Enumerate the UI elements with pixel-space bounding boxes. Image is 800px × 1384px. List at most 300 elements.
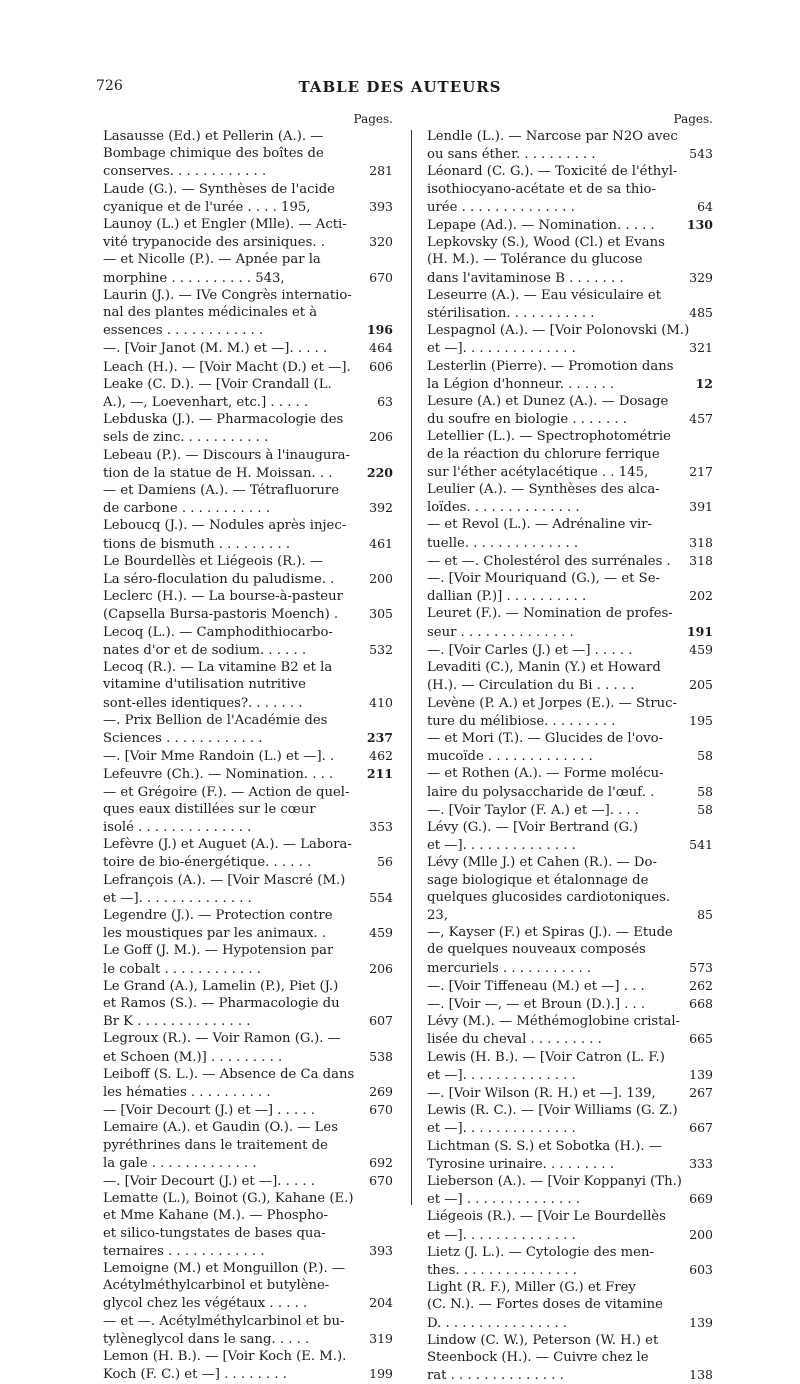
entry-line [427,446,713,463]
entry-text: Lesure (A.) et Dunez (A.). — Dosage [427,394,669,410]
page-reference: 464 [369,340,393,356]
index-entry [427,1084,713,1102]
entry-line [103,251,393,268]
pages-column-label: Pages. [353,112,393,126]
entry-line [103,162,393,180]
entry-line [427,1349,713,1366]
entry-text: Tyrosine urinaire. . . . . . . . . [427,1156,614,1172]
entry-line [427,924,713,941]
page-reference: 393 [369,1242,393,1258]
entry-line [103,747,393,765]
entry-line [103,393,393,411]
entry-text: Leseurre (A.). — Eau vésiculaire et [427,287,661,303]
entry-text: laire du polysaccharide de l'œuf. . [427,784,655,800]
entry-text: Leake (C. D.). — [Voir Crandall (L. [103,376,332,392]
entry-text: ture du mélibiose. . . . . . . . . [427,713,616,729]
entry-line [427,1332,713,1349]
page-reference: 200 [689,1226,713,1242]
entry-text: —. [Voir Taylor (F. A.) et —]. . . . [427,802,640,818]
entry-text: Léonard (C. G.). — Toxicité de l'éthyl- [427,164,678,180]
entry-text: toire de bio-énergétique. . . . . . [103,855,312,871]
entry-text: Light (R. F.), Miller (G.) et Frey [427,1280,636,1296]
entry-text: —. [Voir Mouriquand (G.), — et Se- [427,571,660,587]
entry-line [103,676,393,693]
index-entry [103,836,393,871]
entry-text: Lefrançois (A.). — [Voir Mascré (M.) [103,872,346,888]
entry-line [103,995,393,1012]
entry-text: La séro-floculation du paludisme. . [103,572,335,588]
index-entry [427,234,713,287]
index-entry [427,358,713,393]
index-entry [427,552,713,570]
entry-line [427,1366,713,1384]
entry-line [427,641,713,659]
entry-list-right [427,128,713,1384]
entry-line [103,588,393,605]
page-reference: 459 [689,641,713,657]
entry-text: Lieberson (A.). — [Voir Koppanyi (Th.) [427,1173,682,1189]
index-column-right [427,110,713,1384]
pages-column-label: Pages. [673,112,713,126]
entry-text: tions de bismuth . . . . . . . . . [103,536,291,552]
entry-text: et —]. . . . . . . . . . . . . . [427,1121,576,1137]
entry-text: Lecoq (R.). — La vitamine B2 et la [103,660,333,676]
index-entry [427,695,713,730]
index-entry [427,641,713,659]
entry-text: mucoïde . . . . . . . . . . . . . [427,749,593,765]
entry-text: —. [Voir Wilson (R. H.) et —]. 139, [427,1085,656,1101]
index-entry [427,1049,713,1084]
entry-line [103,942,393,959]
entry-line [427,1084,713,1102]
entry-text: Br K . . . . . . . . . . . . . . [103,1014,251,1030]
entry-line [103,872,393,889]
entry-text: Lefèvre (J.) et Auguet (A.). — Labora- [103,837,352,853]
page-reference: 665 [689,1031,713,1047]
page-reference: 58 [697,783,713,799]
entry-line [427,410,713,428]
page-reference: 217 [689,463,713,479]
entry-text: Le Bourdellès et Liégeois (R.). — [103,553,324,569]
entry-text: sur l'éther acétylacétique . . 145, [427,464,649,480]
page-reference: 130 [686,217,713,233]
entry-text: quelques glucosides cardiotoniques. [427,889,671,905]
entry-text: Lespagnol (A.). — [Voir Polonovski (M.) [427,323,690,339]
entry-text: — et Nicolle (P.). — Apnée par la [103,252,321,268]
entry-line [427,1173,713,1190]
entry-text: et —]. . . . . . . . . . . . . . [427,341,576,357]
entry-line [427,854,713,871]
entry-list-left [103,128,393,1383]
page-reference: 211 [366,766,393,782]
index-entry [427,1173,713,1208]
page-reference: 410 [369,694,393,710]
page-reference: 538 [369,1048,393,1064]
index-entry [427,570,713,605]
index-entry [103,1260,393,1313]
entry-line [427,819,713,836]
index-column-left [103,110,393,1383]
page-reference: 393 [369,198,393,214]
page-number: 726 [96,78,123,94]
entry-line [103,287,393,304]
entry-line [427,872,713,889]
entry-text: Liégeois (R.). — [Voir Le Bourdellès [427,1209,666,1225]
entry-text: Lepape (Ad.). — Nomination. . . . . [427,218,655,234]
index-entry [427,481,713,516]
entry-line [103,482,393,499]
index-entry [103,181,393,216]
entry-line [427,358,713,375]
entry-text: ternaires . . . . . . . . . . . . [103,1243,265,1259]
index-entry [427,1208,713,1243]
entry-line [427,941,713,958]
entry-text: — [Voir Decourt (J.) et —] . . . . . [103,1103,315,1119]
index-entry [427,819,713,854]
entry-line [103,729,393,747]
entry-line [427,393,713,410]
entry-line [103,517,393,534]
entry-line [427,145,713,163]
page-reference: 318 [689,534,713,550]
entry-line [427,339,713,357]
index-entry [427,854,713,924]
entry-text: sont-elles identiques?. . . . . . . [103,695,303,711]
entry-text: lisée du cheval . . . . . . . . . [427,1032,602,1048]
entry-text: Lévy (Mlle J.) et Cahen (R.). — Do- [427,855,657,871]
entry-text: thes. . . . . . . . . . . . . . . [427,1263,577,1278]
index-entry [103,1313,393,1348]
page-reference: 199 [369,1366,393,1382]
entry-line [427,1226,713,1244]
entry-text: — et Revol (L.). — Adrénaline vir- [427,517,652,533]
page-reference: 318 [689,552,713,568]
entry-text: Lewis (H. B.). — [Voir Catron (L. F.) [427,1049,665,1065]
entry-text: Leclerc (H.). — La bourse-à-pasteur [103,589,343,605]
page-reference: 320 [369,234,393,250]
entry-line [427,695,713,712]
entry-text: Lemoigne (M.) et Monguillon (P.). — [103,1261,346,1276]
entry-line [427,1155,713,1173]
entry-line [427,428,713,445]
index-entry [427,1013,713,1048]
entry-line [427,1208,713,1225]
entry-text: pyréthrines dans le traitement de [103,1137,328,1153]
index-entry [427,995,713,1013]
page-header [0,78,800,102]
entry-line [103,659,393,676]
entry-text: Lewis (R. C.). — [Voir Williams (G. Z.) [427,1103,678,1119]
entry-line [427,322,713,339]
entry-text: ques eaux distillées sur le cœur [103,801,316,817]
index-entry [103,1172,393,1190]
entry-text: Lebeau (P.). — Discours à l'inaugura- [103,447,350,463]
entry-line [103,1083,393,1101]
page-reference: 191 [686,623,713,639]
page-reference: 58 [697,801,713,817]
page-reference: 321 [689,340,713,356]
entry-text: Lévy (G.). — [Voir Bertrand (G.) [427,819,639,835]
index-entry [103,251,393,286]
index-entry [427,730,713,765]
entry-text: (H. M.). — Tolérance du glucose [427,252,643,268]
entry-text: —. [Voir Mme Randoin (L.) et —]. . [103,749,335,765]
index-entry [103,1190,393,1260]
entry-line [427,216,713,234]
entry-text: — et Grégoire (F.). — Action de quel- [103,784,350,800]
entry-line [427,375,713,393]
entry-line [103,1190,393,1207]
index-entry [103,128,393,181]
page-reference: 139 [689,1066,713,1082]
entry-line [427,977,713,995]
entry-text: morphine . . . . . . . . . . 543, [103,270,285,286]
entry-line [103,801,393,818]
page-reference: 12 [695,375,713,391]
entry-line [103,712,393,729]
entry-text: vitamine d'utilisation nutritive [103,677,306,693]
entry-line [427,269,713,287]
index-entry [103,747,393,765]
index-entry [103,376,393,411]
page-reference: 543 [689,146,713,162]
entry-line [427,1314,713,1332]
entry-line [427,623,713,641]
page-reference: 204 [369,1295,393,1311]
entry-line [103,1137,393,1154]
page-reference: 267 [689,1084,713,1100]
index-entry [103,1066,393,1101]
page-reference: 206 [369,429,393,445]
index-entry [103,447,393,482]
entry-line [427,570,713,587]
entry-line [427,1296,713,1313]
page-reference: 670 [369,1172,393,1188]
entry-line [103,464,393,482]
index-entry [103,1030,393,1065]
entry-line [103,447,393,464]
entry-line [427,801,713,819]
page-reference: 532 [369,641,393,657]
index-entry [103,216,393,251]
entry-text: Leboucq (J.). — Nodules après injec- [103,518,347,534]
entry-line [103,1030,393,1047]
entry-text: Laurin (J.). — IVe Congrès internatio- [103,287,352,303]
entry-line [427,676,713,694]
entry-line [427,959,713,977]
index-entry [427,765,713,800]
entry-line [103,1066,393,1083]
entry-line [427,1261,713,1279]
entry-line [103,181,393,198]
entry-text: nal des plantes médicinales et à [103,305,318,321]
index-entry [427,393,713,428]
entry-text: — et —. Cholestérol des surrénales . [427,553,671,569]
entry-text: Lévy (M.). — Méthémoglobine cristal- [427,1014,681,1030]
page-reference: 205 [689,677,713,693]
entry-line [427,712,713,730]
page-reference: 138 [689,1367,713,1383]
entry-line [427,304,713,322]
index-entry [103,907,393,942]
entry-text: seur . . . . . . . . . . . . . . [427,624,574,640]
entry-text: Sciences . . . . . . . . . . . . [103,730,263,746]
entry-text: le cobalt . . . . . . . . . . . . [103,961,261,977]
entry-line [103,960,393,978]
entry-text: les moustiques par les animaux. . [103,926,327,942]
entry-text: — et —. Acétylméthylcarbinol et bu- [103,1313,345,1329]
entry-text: Bombage chimique des boîtes de [103,146,324,162]
index-entry [103,588,393,623]
entry-line [103,553,393,570]
index-entry [103,517,393,552]
entry-text: —. Prix Bellion de l'Académie des [103,712,328,728]
page-reference: 58 [697,748,713,764]
entry-text: tuelle. . . . . . . . . . . . . . [427,535,579,551]
entry-text: —. [Voir Decourt (J.) et —]. . . . . [103,1173,315,1189]
entry-text: Launoy (L.) et Engler (Mlle). — Acti- [103,217,347,233]
entry-text: — et Rothen (A.). — Forme molécu- [427,766,664,782]
entry-text: 23, [427,907,448,923]
entry-line [103,1260,393,1277]
entry-text: loïdes. . . . . . . . . . . . . . [427,500,580,516]
entry-text: dallian (P.)] . . . . . . . . . . [427,589,587,605]
entry-line [103,1330,393,1348]
index-entry [103,978,393,1031]
entry-line [103,1348,393,1365]
page-reference: 573 [689,959,713,975]
entry-line [427,1102,713,1119]
entry-text: dans l'avitaminose B . . . . . . . [427,270,624,286]
page-reference: 461 [369,535,393,551]
entry-text: Lesterlin (Pierre). — Promotion dans [427,358,674,374]
entry-text: les hématies . . . . . . . . . . [103,1084,271,1100]
entry-line [103,376,393,393]
entry-text: Lematte (L.), Boinot (G.), Kahane (E.) [103,1191,354,1207]
entry-text: Lendle (L.). — Narcose par N2O avec [427,129,678,144]
entry-line [103,216,393,233]
entry-line [103,1313,393,1330]
entry-text: Acétylméthylcarbinol et butylène- [103,1278,330,1294]
entry-text: (Capsella Bursa-pastoris Moench) . [103,607,339,623]
entry-line [427,747,713,765]
entry-line [427,534,713,552]
entry-line [103,1172,393,1190]
page-reference: 319 [369,1330,393,1346]
index-entry [427,1332,713,1384]
entry-line [103,1154,393,1172]
entry-line [427,1244,713,1261]
entry-line [427,181,713,198]
entry-text: Lasausse (Ed.) et Pellerin (A.). — [103,129,324,144]
entry-text: la Légion d'honneur. . . . . . . [427,376,615,392]
entry-line [103,570,393,588]
entry-text: —, Kayser (F.) et Spiras (J.). — Etude [427,925,673,941]
entry-line [103,889,393,907]
entry-line [103,411,393,428]
index-entry [103,659,393,712]
index-entry [427,1138,713,1173]
entry-text: tion de la statue de H. Moissan. . . [103,465,333,481]
entry-line [103,1225,393,1242]
entry-line [427,730,713,747]
entry-line [103,1242,393,1260]
index-entry [427,1244,713,1279]
index-entry [103,553,393,588]
index-entry [427,605,713,640]
entry-text: (H.). — Circulation du Bi . . . . . [427,678,635,694]
index-entry [427,428,713,481]
entry-text: Lemaire (A.). et Gaudin (O.). — Les [103,1120,338,1136]
entry-text: D. . . . . . . . . . . . . . . . [427,1315,568,1331]
entry-text: Leiboff (S. L.). — Absence de Ca dans [103,1066,355,1082]
entry-line [103,907,393,924]
entry-text: Lebduska (J.). — Pharmacologie des [103,412,344,428]
entry-line [103,1119,393,1136]
index-entry [427,322,713,357]
page-reference: 692 [369,1154,393,1170]
entry-line [427,605,713,622]
entry-line [103,694,393,712]
index-entry [427,1102,713,1137]
entry-text: Lefeuvre (Ch.). — Nomination. . . . [103,767,334,783]
entry-text: Lecoq (L.). — Camphodithiocarbo- [103,624,333,640]
entry-line [103,765,393,783]
entry-line [103,321,393,339]
entry-text: Levaditi (C.), Manin (Y.) et Howard [427,660,661,676]
entry-text: et Mme Kahane (M.). — Phospho- [103,1208,329,1224]
page-reference: 669 [689,1191,713,1207]
entry-line [103,198,393,216]
entry-line [427,234,713,251]
entry-line [427,552,713,570]
page-reference: 305 [369,606,393,622]
entry-line [427,783,713,801]
entry-text: Leulier (A.). — Synthèses des alca- [427,482,660,498]
entry-line [103,145,393,162]
entry-line [427,498,713,516]
entry-line [103,233,393,251]
entry-line [427,516,713,533]
entry-text: — et Mori (T.). — Glucides de l'ovo- [427,730,664,746]
entry-text: du soufre en biologie . . . . . . . [427,412,627,428]
index-entry [103,942,393,977]
entry-text: Laude (G.). — Synthèses de l'acide [103,181,335,197]
index-entry [103,1348,393,1383]
entry-text: —. [Voir Janot (M. M.) et —]. . . . . [103,341,328,357]
index-entry [427,977,713,995]
entry-line [103,836,393,853]
entry-text: Le Grand (A.), Lamelin (P.), Piet (J.) [103,978,339,994]
entry-line [427,1138,713,1155]
entry-text: vité trypanocide des arsiniques. . [103,235,325,251]
entry-text: conserves. . . . . . . . . . . . [103,164,267,180]
page-reference: 139 [689,1314,713,1330]
entry-text: et silico-tungstates de bases qua- [103,1225,326,1241]
entry-text: — et Damiens (A.). — Tétrafluorure [103,483,340,499]
page-reference: 392 [369,500,393,516]
entry-text: isothiocyano-acétate et de sa thio- [427,181,656,197]
index-entry [427,801,713,819]
entry-text: et —]. . . . . . . . . . . . . . [427,1227,576,1243]
index-entry [103,358,393,376]
column-divider [411,130,412,1205]
page-reference: 459 [369,925,393,941]
entry-text: Legendre (J.). — Protection contre [103,907,333,923]
entry-text: de quelques nouveaux composés [427,942,646,958]
entry-text: tylèneglycol dans le sang. . . . . [103,1331,310,1347]
entry-text: A.), —, Loevenhart, etc.] . . . . . [103,395,309,411]
